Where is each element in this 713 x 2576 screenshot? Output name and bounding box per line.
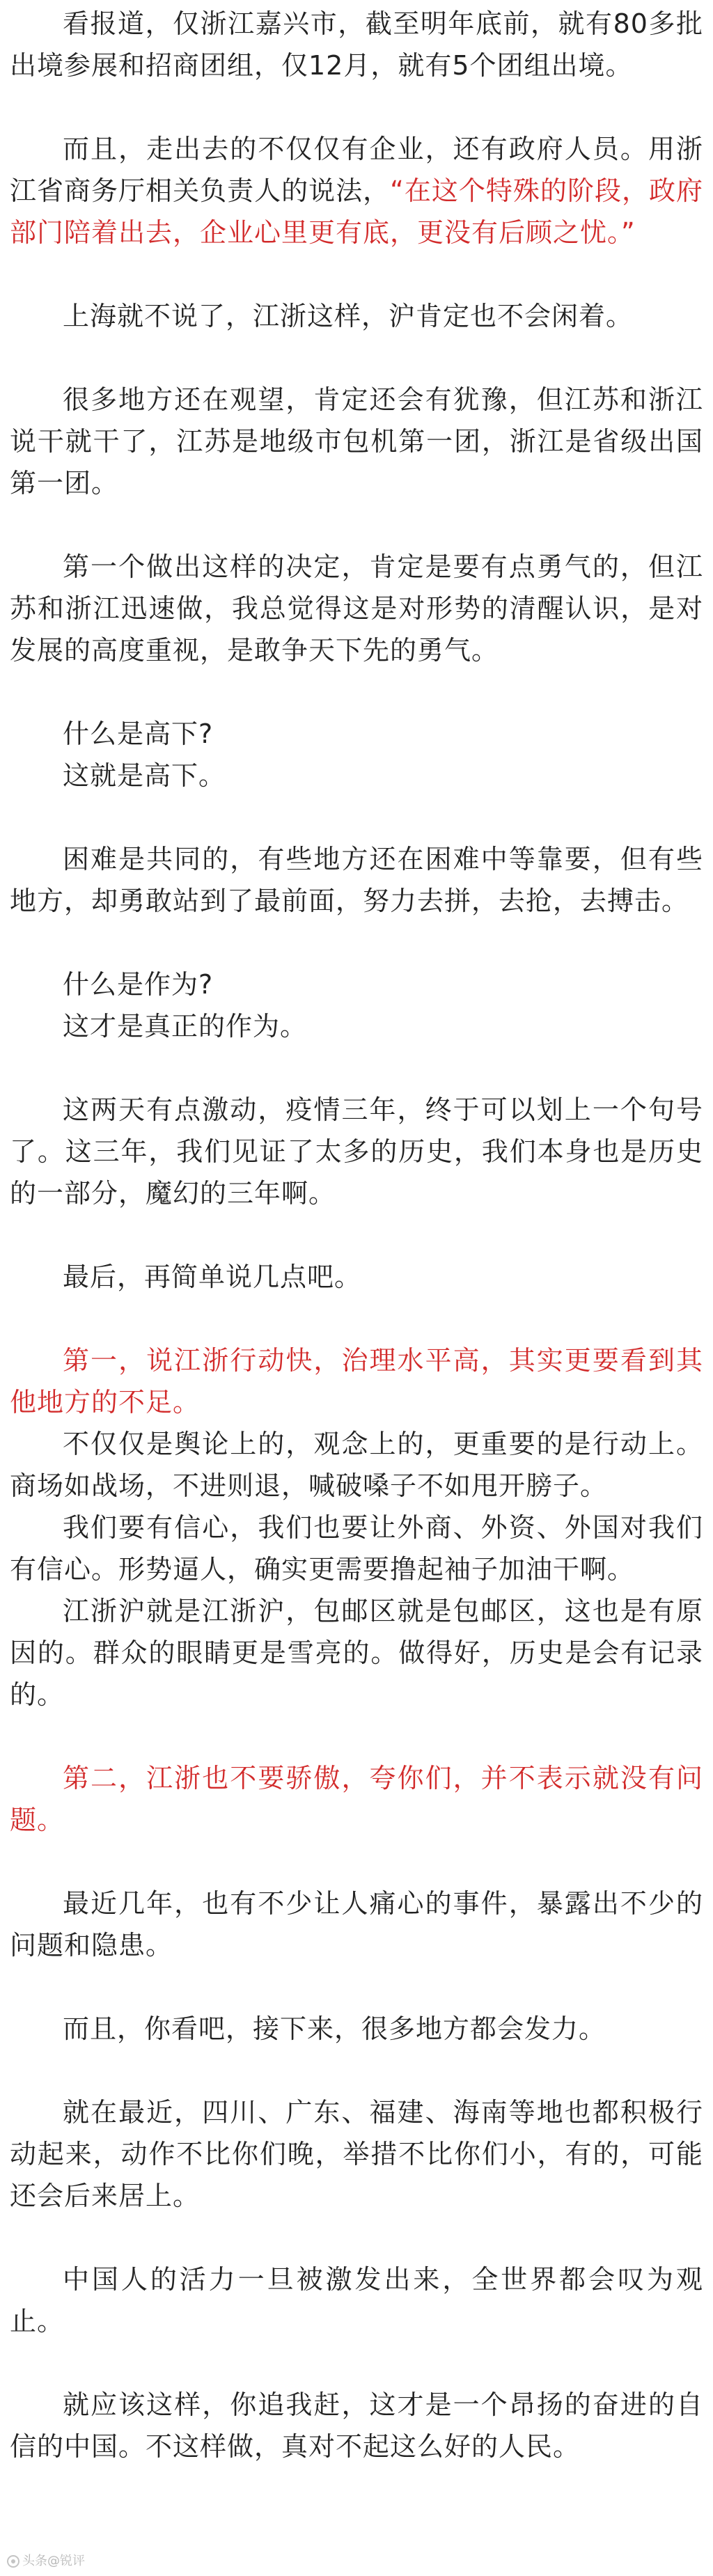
- heading-point-two: 第二，江浙也不要骄傲，夸你们，并不表示就没有问题。: [10, 1763, 703, 1835]
- watermark-text: 头条@锐评: [22, 2554, 85, 2568]
- paragraph-others-effort: 而且，你看吧，接下来，很多地方都会发力。: [63, 2013, 606, 2044]
- paragraph-baoyouqu: 江浙沪就是江浙沪，包邮区就是包邮区，这也是有原因的。群众的眼睛更是雪亮的。做得好，历史是会有记录的。: [10, 1596, 703, 1710]
- question-gaoxia: 什么是高下?: [63, 718, 214, 749]
- paragraph-other-provinces: 就在最近，四川、广东、福建、海南等地也都积极行动起来，动作不比你们晚，举措不比你们小，有的，可能还会后来居上。: [10, 2097, 703, 2211]
- paragraph-officials: [10, 128, 703, 253]
- paragraph-vitality: 中国人的活力一旦被激发出来，全世界都会叹为观止。: [10, 2264, 703, 2337]
- paragraph-action: 不仅仅是舆论上的，观念上的，更重要的是行动上。商场如战场，不进则退，喊破嗓子不如甩开膀子。: [10, 1429, 703, 1501]
- paragraph-jiaxing: 看报道，仅浙江嘉兴市，截至明年底前，就有80多批出境参展和招商团组，仅12月，就有5个团组出境。: [10, 8, 703, 81]
- paragraph-three-years: 这两天有点激动，疫情三年，终于可以划上一个句号了。这三年，我们见证了太多的历史，我们本身也是历史的一部分，魔幻的三年啊。: [10, 1094, 703, 1209]
- article-body: [10, 3, 703, 2467]
- watermark: [7, 2554, 85, 2569]
- paragraph-difficulty: 困难是共同的，有些地方还在困难中等靠要，但有些地方，却勇敢站到了最前面，努力去拼，去抢，去搏击。: [10, 844, 703, 916]
- paragraph-final-points: 最后，再简单说几点吧。: [63, 1262, 362, 1292]
- paragraph-shanghai: 上海就不说了，江浙这样，沪肯定也不会闲着。: [63, 301, 634, 331]
- question-zuowei: 什么是作为?: [63, 969, 214, 1000]
- paragraph-courage: 第一个做出这样的决定，肯定是要有点勇气的，但江苏和浙江迅速做，我总觉得这是对形势的清醒认识，是对发展的高度重视，是敢争天下先的勇气。: [10, 551, 703, 666]
- watermark-logo-icon: [7, 2555, 19, 2568]
- paragraph-zuowei: [10, 964, 703, 1047]
- highlighted-quote: “在这个特殊的阶段，政府部门陪着出去，企业心里更有底，更没有后顾之忧。”: [10, 175, 703, 248]
- paragraph-closing: 就应该这样，你追我赶，这才是一个昂扬的奋进的自信的中国。不这样做，真对不起这么好的人民。: [10, 2389, 703, 2462]
- paragraph-officials-text: 而且，走出去的不仅仅有企业，还有政府人员。用浙江省商务厅相关负责人的说法，: [10, 134, 703, 206]
- answer-zuowei: 这才是真正的作为。: [63, 1011, 308, 1042]
- paragraph-gaoxia: [10, 713, 703, 796]
- heading-point-one: 第一，说江浙行动快，治理水平高，其实更要看到其他地方的不足。: [10, 1345, 703, 1417]
- paragraph-problems: 最近几年，也有不少让人痛心的事件，暴露出不少的问题和隐患。: [10, 1888, 703, 1961]
- paragraph-confidence: 我们要有信心，我们也要让外商、外资、外国对我们有信心。形势逼人，确实更需要撸起袖子加油干啊。: [10, 1512, 703, 1585]
- paragraph-first-group: 很多地方还在观望，肯定还会有犹豫，但江苏和浙江说干就干了，江苏是地级市包机第一团，浙江是省级出国第一团。: [10, 384, 703, 498]
- answer-gaoxia: 这就是高下。: [63, 760, 226, 791]
